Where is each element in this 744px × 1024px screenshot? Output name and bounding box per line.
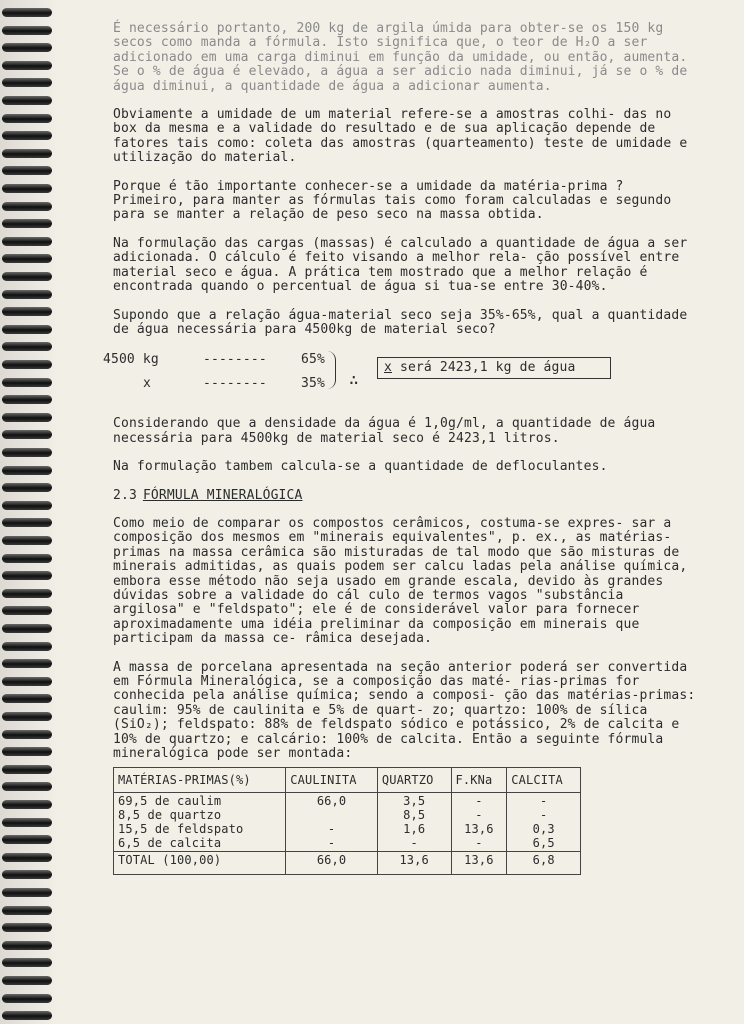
header-fkna: F.KNa [451,768,507,793]
binding-ring [2,624,52,633]
paragraph-deflocculants: Na formulação tambem calcula-se a quantidade de defloculantes. [113,459,608,475]
binding-ring [2,994,52,1003]
rule-of-three-calculation [103,351,703,407]
binding-ring [2,342,52,351]
document-page [103,21,704,875]
value-line: - [539,794,548,809]
binding-ring [2,43,52,52]
binding-ring [2,96,52,105]
calc-row2-pct: 35% [301,376,325,392]
value-line: - [475,808,483,823]
value-line: - [327,836,336,851]
caulinita-cell [286,793,378,852]
binding-ring [2,536,52,545]
binding-ring [2,659,52,668]
binding-ring [2,923,52,932]
header-quartzo: QUARTZO [377,768,451,793]
material-line: 6,5 de calcita [118,836,222,851]
value-line: 1,6 [403,822,426,837]
binding-ring [2,466,52,475]
binding-ring [2,378,52,387]
binding-ring [2,61,52,70]
section-heading [113,489,703,503]
binding-ring [2,712,52,721]
calc-row1-left: 4500 kg [103,352,159,368]
binding-ring [2,606,52,615]
total-label: TOTAL (100,00) [114,852,286,875]
binding-ring [2,483,52,492]
paragraph-why-humidity: Porque é tão importante conhecer-se a umidade da matéria-prima ? Primeiro, para manter as fórmulas tais como foram calculadas e segundo para se manter a relação de peso seco na massa obtida. [113,178,680,223]
binding-ring [2,554,52,563]
binding-ring [2,360,52,369]
binding-ring [2,642,52,651]
material-line: 8,5 de quartzo [118,808,222,823]
materials-cell [114,793,286,852]
binding-ring [2,114,52,123]
value-line: 6,5 [532,836,555,851]
binding-ring [2,782,52,791]
binding-ring [2,501,52,510]
binding-ring [2,149,52,158]
table-body-row [114,793,581,852]
fkna-cell [451,793,507,852]
value-line: 66,0 [316,794,347,809]
binding-ring [2,254,52,263]
paragraph-supposition: Supondo que a relação água-material seco seja 35%-65%, qual a quantidade de água necessária para 4500kg de material seco? [113,307,696,337]
binding-ring [2,571,52,580]
binding-ring [2,26,52,35]
section-number: 2.3 [113,487,137,503]
total-caulinita: 66,0 [286,852,378,875]
binding-ring [2,589,52,598]
calcita-cell [507,793,581,852]
binding-ring [2,976,52,985]
binding-ring [2,166,52,175]
binding-ring [2,219,52,228]
quartzo-cell [377,793,451,852]
brace [327,351,336,389]
answer-text: será 2423,1 kg de água [391,360,576,376]
binding-ring [2,78,52,87]
binding-ring [2,853,52,862]
binding-ring [2,518,52,527]
binding-ring [2,131,52,140]
binding-ring [2,307,52,316]
value-line: - [327,822,336,837]
binding-ring [2,272,52,281]
binding-ring [2,800,52,809]
header-calcita: CALCITA [507,768,581,793]
total-calcita: 6,8 [507,852,581,875]
value-line: - [475,794,483,809]
answer-box [377,357,611,379]
therefore-symbol: ∴ [349,370,359,390]
table-header-row [114,768,581,793]
material-line: 69,5 de caulim [118,794,222,809]
calc-row1-dash: -------- [203,352,267,368]
binding-ring [2,325,52,334]
binding-ring [2,870,52,879]
calc-row2-left: x [143,376,151,392]
binding-ring [2,835,52,844]
calc-row1-pct: 65% [301,352,325,368]
binding-ring [2,958,52,967]
binding-ring [2,818,52,827]
binding-ring [2,677,52,686]
table-total-row [114,852,581,875]
value-line: 3,5 [403,794,426,809]
binding-ring [2,747,52,756]
value-line: 0,3 [532,822,555,837]
header-materials: MATÉRIAS-PRIMAS(%) [114,768,286,793]
paragraph-load-formulation: Na formulação das cargas (massas) é calculado a quantidade de água a ser adicionada. O cálculo é feito visando a melhor rela- ção possível entre material seco e água. A prática tem mostrado que a melhor relação é encontrada quando o percentual de água si tua-se entre 30-40%. [113,235,696,295]
binding-ring [2,888,52,897]
binding-ring [2,1011,52,1020]
binding-ring [2,413,52,422]
value-line [290,808,373,822]
binding-ring [2,448,52,457]
material-line: 15,5 de feldspato [118,822,244,837]
paragraph-water-density: Considerando que a densidade da água é 1,0g/ml, a quantidade de água necessária para 4500kg de material seco é 2423,1 litros. [113,416,664,446]
binding-ring [2,184,52,193]
calc-row2-dash: -------- [203,376,267,392]
header-caulinita: CAULINITA [286,768,378,793]
binding-ring [2,765,52,774]
value-line: - [410,836,418,851]
binding-ring [2,430,52,439]
answer-variable: x [384,360,392,376]
total-fkna: 13,6 [451,852,507,875]
paragraph-humidity-definition: Obviamente a umidade de um material refere-se a amostras colhi- das no box da mesma e a validade do resultado e de sua aplicação depende de fatores tais como: coleta das amostras (quarteamento) teste de umidade e utilização do material. [113,107,696,166]
mineral-formula-table [113,767,581,875]
paragraph-mineral-equivalents: Como meio de comparar os compostos cerâmicos, costuma-se expres- sar a composição dos mesmos em "minerais equivalentes", p. ex., as matérias-primas na massa cerâmica são misturadas de tal modo que são misturas de minerais admitidas, as quais podem ser calcu ladas pela análise química, embora esse método não seja usado em grande escala, devido às grandes dúvidas sobre a validade do cál culo de termos vagos "substância argilosa" e "feldspato"; ele é de considerável valor para fornecer aproximadamente uma idéia preliminar da composição em minerais que participam da massa ce- râmica desejada. [113,515,696,647]
value-line: 13,6 [464,822,494,837]
paragraph-water-content: É necessário portanto, 200 kg de argila úmida para obter-se os 150 kg secos como manda a fórmula. Isto significa que, o teor de H₂O a ser adicionado em uma carga diminui em função da umidade, ou então, aumenta. Se o % de água é elevado, a água a ser adicio nada diminui, já se o % de água diminui, a quantidade de água a adicionar aumenta. [113,21,696,94]
binding-ring [2,8,52,17]
value-line: - [539,808,548,823]
total-quartzo: 13,6 [377,852,451,875]
paragraph-porcelain-mass: A massa de porcelana apresentada na seção anterior poderá ser convertida em Fórmula Mineralógica, se a composição das maté- rias-primas for conhecida pela análise química; sendo a composi- ção das matérias-primas: caulim: 95% de caulinita e 5% de quart- zo; quartzo: 100% de sílica (SiO₂); feldspato: 88% de feldspato sódico e potássico, 2% de calcita e 10% de quartzo; e calcário: 100% de calcita. Então a seguinte fórmula mineralógica pode ser montada: [113,659,704,762]
binding-ring [2,237,52,246]
binding-ring [2,941,52,950]
binding-ring [2,290,52,299]
value-line: 8,5 [403,808,426,823]
binding-ring [2,202,52,211]
binding-ring [2,730,52,739]
value-line: - [475,836,483,851]
binding-ring [2,395,52,404]
binding-ring [2,906,52,915]
binding-ring [2,694,52,703]
section-title: FÓRMULA MINERALÓGICA [142,487,303,503]
